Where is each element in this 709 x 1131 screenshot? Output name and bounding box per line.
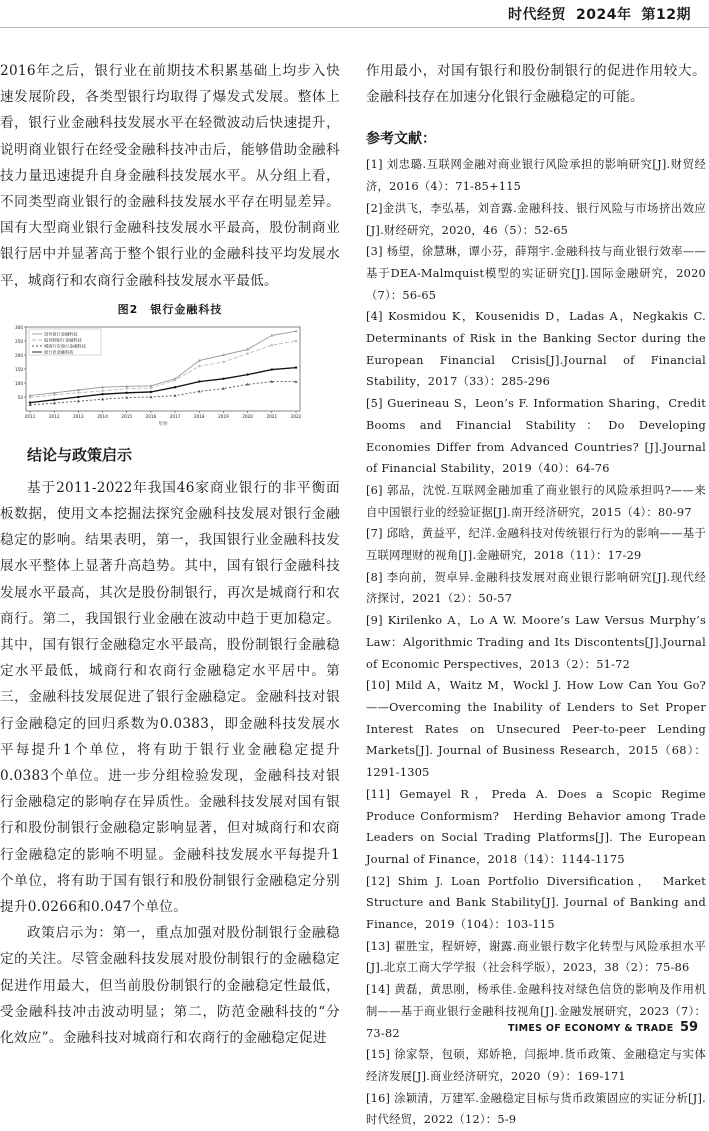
reference-item: [9] Kirilenko A，Lo A W. Moore’s Law Versus Murphy’s Law：Algorithmic Trading and Its Discontents[J].Journal of Economic Perspectives，2013（2）：51-72 xyxy=(366,614,706,671)
data-point xyxy=(150,387,152,389)
journal-name: 时代经贸 xyxy=(508,7,567,23)
reference-item: [12] Shim J. Loan Portfolio Diversification， Market Structure and Bank Stability[J]. Journal of Banking and Finance，2019（104）：103-115 xyxy=(366,874,706,932)
footer-brand: TIMES OF ECONOMY & TRADE xyxy=(508,1023,674,1034)
right-column xyxy=(366,58,706,1131)
journal-year: 2024年 xyxy=(576,7,632,23)
x-tick-label: 2021 xyxy=(266,413,278,419)
reference-item: [11] Gemayel R，Preda A. Does a Scopic Regime Produce Conformism? Herding Behavior among Trade Leaders on Social Trading Platforms[J]. The European Journal of Finance，2018（14）：1144-1175 xyxy=(366,787,706,866)
figure-title: 图2 银行金融科技 xyxy=(117,302,223,316)
data-point xyxy=(198,380,200,382)
data-point xyxy=(174,379,176,381)
line-chart xyxy=(0,323,310,428)
reference-item: [3] 杨望，徐慧琳，谭小芬，薛翔宇.金融科技与商业银行效率——基于DEA-Malmquist模型的实证研究[J].国际金融研究，2020（7）：56-65 xyxy=(366,245,706,302)
reference-item: [5] Guerineau S，Leon’s F. Information Sharing，Credit Booms and Financial Stability：Do Developing Economies Differ from Advanced Countries? [J].Journal of Financial Stability，2019（40）：64-76 xyxy=(366,397,706,476)
figure-2-chart xyxy=(0,323,310,428)
data-point xyxy=(101,393,103,395)
running-header xyxy=(0,0,709,30)
x-tick-label: 2017 xyxy=(169,413,181,419)
data-point xyxy=(101,389,103,391)
reference-item: [2]金洪飞，李弘基，刘音露.金融科技、银行风险与市场挤出效应[J].财经研究，2020，46（5）：52-65 xyxy=(366,201,706,237)
data-point xyxy=(198,365,200,367)
x-tick-label: 2013 xyxy=(73,413,84,419)
data-point xyxy=(271,344,273,346)
x-tick-label: 2015 xyxy=(121,413,133,419)
left-column xyxy=(0,58,340,1051)
data-point xyxy=(29,396,31,398)
reference-item: [15] 徐家祭，包硕，郑娇艳，闫振坤.货币政策、金融稳定与实体经济发展[J].商业经济研究，2020（9）：169-171 xyxy=(366,1048,706,1083)
y-tick-label: 100 xyxy=(15,380,23,386)
x-tick-label: 2014 xyxy=(97,413,108,419)
x-tick-label: 2016 xyxy=(145,413,157,419)
section-heading: 结论与政策启示 xyxy=(27,445,133,464)
data-point xyxy=(295,366,297,368)
header-rule xyxy=(0,27,709,28)
y-tick-label: 50 xyxy=(17,394,23,400)
journal-header xyxy=(498,4,691,24)
legend-label: 城商行农商行金融科技 xyxy=(44,343,86,349)
reference-item: [6] 郭品，沈悦.互联网金融加重了商业银行的风险承担吗?——来自中国银行业的经验证据[J].南开经济研究，2015（4）：80-97 xyxy=(366,483,706,519)
data-point xyxy=(53,398,55,400)
reference-item: [16] 涂颖清，万建军.金融稳定目标与货币政策固应的实证分析[J].时代经贸，2022（12）：5-9 xyxy=(366,1091,706,1127)
journal-issue: 第12期 xyxy=(641,7,691,23)
data-point xyxy=(77,396,79,398)
y-tick-label: 200 xyxy=(15,352,23,358)
x-tick-label: 2020 xyxy=(242,413,253,419)
data-point xyxy=(125,396,128,399)
paragraph-conclusion: 基于2011-2022年我国46家商业银行的非平衡面板数据，使用文本挖掘法探究金融科技发展对银行金融稳定的影响。结果表明，第一，我国银行业金融科技发展水平整体上显著升高趋势。其中，国有银行金融科技发展水平最高，其次是股份制银行，再次是城商行和农商行。第二，我国银行业金融在波动中趋于更加稳定。其中，国有银行金融稳定水平最高，股份制银行金融稳定水平最低，城商行和农商行金融稳定水平居中。第三，金融科技发展促进了银行金融稳定。金融科技对银行金融稳定的回归系数为0.0383，即金融科技发展水平每提升1个单位，将有助于银行业金融稳定提升0.0383个单位。进一步分组检验发现，金融科技对银行金融稳定的影响存在异质性。金融科技发展对国有银行和股份制银行金融稳定影响显著，但对城商行和农商行金融稳定的影响不明显。金融科技发展水平每提升1个单位，将有助于国有银行和股份制银行金融稳定分别提升0.0266和0.047个单位。 xyxy=(0,479,340,916)
legend-label: 银行业金融科技 xyxy=(44,349,74,355)
references-heading: 参考文献： xyxy=(366,131,436,148)
reference-item: [7] 邱晗，黄益平，纪洋.金融科技对传统银行行为的影响——基于互联网理财的视角[J].金融研究，2018（11）：17-29 xyxy=(366,527,706,563)
data-point xyxy=(222,377,224,379)
reference-item: [8] 李向前，贺卓异.金融科技发展对商业银行影响研究[J].现代经济探讨，2021（2）：50-57 xyxy=(366,570,706,606)
paragraph-trend: 2016年之后，银行业在前期技术积累基础上均步入快速发展阶段，各类型银行均取得了爆发式发展。整体上看，银行业金融科技发展水平在轻微波动后快速提升，说明商业银行在经受金融科技冲击后，能够借助金融科技力量迅速提升自身金融科技发展水平。从分组上看，不同类型商业银行的金融科技发展水平存在明显差异。国有大型商业银行金融科技发展水平最高，股份制商业银行居中并显著高于整个银行业的金融科技平均发展水平，城商行和农商行金融科技发展水平最低。 xyxy=(0,63,340,289)
data-point xyxy=(246,352,248,354)
data-point xyxy=(53,393,55,395)
series-line xyxy=(30,367,296,402)
y-tick-label: 150 xyxy=(15,366,23,372)
data-point xyxy=(222,361,224,363)
reference-item: [1] 刘忠璐.互联网金融对商业银行风险承担的影响研究[J].财贸经济，2016（4）：71-85+115 xyxy=(366,158,706,194)
legend-label: 国有银行金融科技 xyxy=(44,331,78,337)
paragraph-policy: 政策启示为：第一，重点加强对股份制银行金融稳定的关注。尽管金融科技发展对股份制银行的金融稳定促进作用最大，但当前股份制银行的金融稳定性最低，受金融科技冲击波动明显；第二，防范金融科技的“分化效应”。金融科技对城商行和农商行的金融稳定促进 xyxy=(0,925,340,1047)
x-tick-label: 2019 xyxy=(218,413,229,419)
x-tick-label: 2011 xyxy=(24,413,36,419)
x-tick-label: 2022 xyxy=(290,413,302,419)
data-point xyxy=(174,386,176,388)
paragraph-continuation: 作用最小，对国有银行和股份制银行的促进作用较大。金融科技存在加速分化银行金融稳定的可能。 xyxy=(366,63,706,106)
data-point xyxy=(295,380,298,383)
y-tick-label: 250 xyxy=(15,338,23,344)
reference-item: [13] 翟胜宝，程妍婷，谢露.商业银行数字化转型与风险承担水平[J].北京工商大学学报（社会科学版），2023，38（2）：75-86 xyxy=(366,939,706,975)
reference-item: [10] Mild A，Waitz M，Wockl J. How Low Can You Go? ——Overcoming the Inability of Lenders to Set Proper Interest Rates on Unsecured Peer-to-peer Lending Markets[J]. Journal of Business Research，2015（68）：1291-1305 xyxy=(366,679,706,780)
reference-list xyxy=(366,154,706,1131)
data-point xyxy=(246,373,248,375)
data-point xyxy=(150,391,152,393)
data-point xyxy=(77,391,79,393)
data-point xyxy=(295,340,297,342)
data-point xyxy=(126,391,128,393)
legend-label: 股份制银行金融科技 xyxy=(44,337,82,343)
y-tick-label: 300 xyxy=(15,324,23,330)
data-point xyxy=(29,401,31,403)
data-point xyxy=(271,368,273,370)
reference-item: [4] Kosmidou K，Kousenidis D，Ladas A，Negkakis C. Determinants of Risk in the Banking Sector during the European Financial Crisis[J].Journal of Financial Stability，2017（33）：285-296 xyxy=(366,310,706,389)
reference-item: [14] 黄磊，黄思刚，杨承佳.金融科技对绿色信贷的影响及作用机制——基于商业银行金融科技视角[J].金融发展研究，2023（7）：73-82 xyxy=(366,983,706,1040)
page-footer xyxy=(0,1018,709,1043)
x-tick-label: 2012 xyxy=(48,413,60,419)
series-line xyxy=(30,381,296,404)
x-axis-label: 年份 xyxy=(158,421,168,427)
data-point xyxy=(126,387,128,389)
page-number: 59 xyxy=(680,1020,699,1035)
x-tick-label: 2018 xyxy=(193,413,205,419)
